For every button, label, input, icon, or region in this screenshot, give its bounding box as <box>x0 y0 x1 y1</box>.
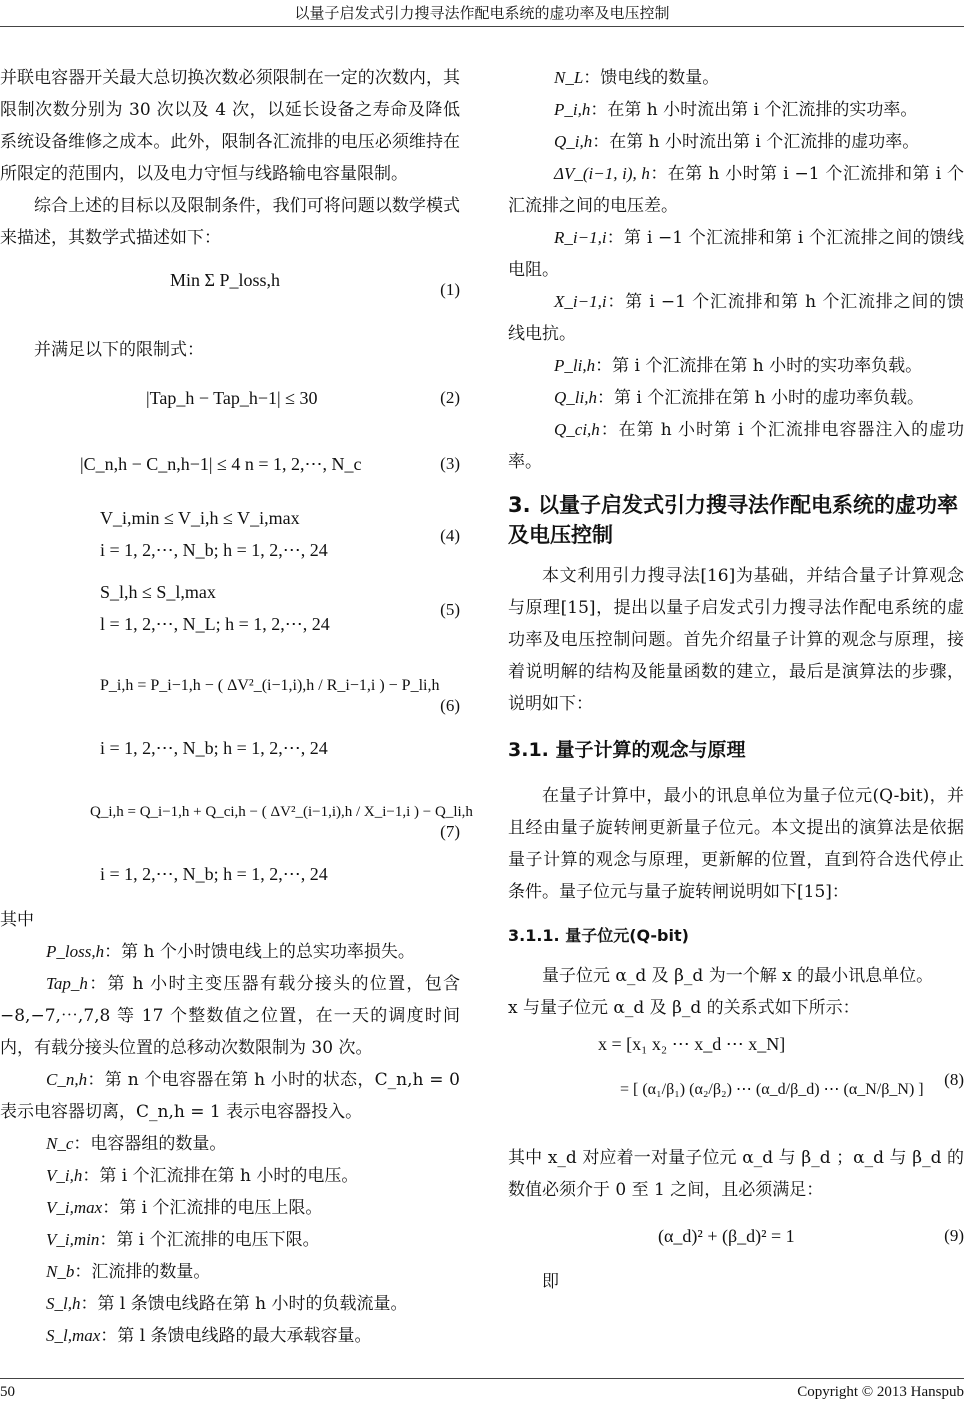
definition-text: ：第 i −1 个汇流排和第 i 个汇流排之间的馈线电阻。 <box>508 228 964 280</box>
definition-text: ：第 n 个电容器在第 h 小时的状态，C_n,h = 0 表示电容器切离，C_n,h = 1 表示电容器投入。 <box>0 1070 460 1122</box>
equation-1-body: Min Σ P_loss,h <box>170 270 281 290</box>
definition-symbol: P_li,h <box>554 356 596 375</box>
left-definition-item <box>0 1192 460 1224</box>
left-definitions-list <box>0 936 460 1352</box>
paragraph-subject-to: 并满足以下的限制式： <box>34 340 204 360</box>
left-definition-item <box>0 1256 460 1288</box>
definition-text: ：第 l 条馈电线路的最大承载容量。 <box>100 1326 372 1346</box>
definition-symbol: N_c <box>46 1134 74 1153</box>
equation-2-body: |Tap_h − Tap_h−1| ≤ 30 <box>146 388 318 408</box>
equation-4 <box>0 502 460 572</box>
equation-3 <box>0 436 460 498</box>
left-definition-item <box>0 936 460 968</box>
equation-6 <box>0 652 460 772</box>
section-3-1-heading: 3.1. 量子计算的观念与原理 <box>508 739 746 761</box>
paragraph-math-model: 综合上述的目标以及限制条件，我们可将问题以数学模式来描述，其数学式描述如下： <box>0 196 460 248</box>
right-definition-item <box>508 382 964 414</box>
equation-5-line-2: l = 1, 2,⋯, N_L; h = 1, 2,⋯, 24 <box>100 614 330 634</box>
section-3-paragraph: 本文利用引力搜寻法[16]为基础，并结合量子计算观念与原理[15]，提出以量子启发式引力搜寻法作配电系统的虚功率及电压控制问题。首先介绍量子计算的观念与原理，接着说明解的结构及能量函数的建立，最后是演算法的步骤，说明如下： <box>508 566 964 714</box>
equation-5-number: (5) <box>440 600 460 619</box>
section-3-1-1-heading: 3.1.1. 量子位元(Q-bit) <box>508 926 689 945</box>
right-definition-item <box>508 62 964 94</box>
definition-text: ：汇流排的数量。 <box>74 1262 211 1282</box>
equation-5-line-1: S_l,h ≤ S_l,max <box>100 582 216 602</box>
section-3-number: 3. <box>508 493 531 517</box>
definition-symbol: V_i,max <box>46 1198 103 1217</box>
page-number: 50 <box>0 1384 15 1400</box>
definition-text: ：第 h 个小时馈电线上的总实功率损失。 <box>104 942 415 962</box>
definition-text: ：第 i −1 个汇流排和第 h 个汇流排之间的馈线电抗。 <box>508 292 964 344</box>
definition-text: ：第 i 个汇流排的电压上限。 <box>102 1198 323 1218</box>
definition-text: ：馈电线的数量。 <box>583 68 720 88</box>
left-definition-item <box>0 1160 460 1192</box>
definition-text: ：在第 h 小时流出第 i 个汇流排的实功率。 <box>590 100 918 120</box>
definition-text: ：第 i 个汇流排的电压下限。 <box>99 1230 320 1250</box>
left-definition-item <box>0 1128 460 1160</box>
equation-1-number: (1) <box>440 280 460 299</box>
equation-4-line-1: V_i,min ≤ V_i,h ≤ V_i,max <box>100 508 300 528</box>
equation-3-body: |C_n,h − C_n,h−1| ≤ 4 n = 1, 2,⋯, N_c <box>80 454 362 474</box>
equation-4-number: (4) <box>440 526 460 545</box>
equation-9-number: (9) <box>944 1226 964 1245</box>
left-definition-item <box>0 968 460 1064</box>
definition-symbol: N_L <box>554 68 584 87</box>
definition-text: ：第 i 个汇流排在第 h 小时的实功率负载。 <box>595 356 923 376</box>
definition-symbol: R_i−1,i <box>554 228 607 247</box>
right-definition-item <box>508 222 964 286</box>
equation-7-line-2: i = 1, 2,⋯, N_b; h = 1, 2,⋯, 24 <box>100 864 328 884</box>
equation-8-line-2: = [ (α₁/β₁) (α₂/β₂) ⋯ (α_d/β_d) ⋯ (α_N/β_N) ] <box>620 1081 924 1098</box>
definition-symbol: S_l,h <box>46 1294 81 1313</box>
right-column <box>508 62 964 1298</box>
where-label: 其中 <box>0 910 34 930</box>
definition-text: ：第 h 小时主变压器有载分接头的位置，包含−8,−7,⋯,7,8 等 17 个整数值之位置，在一天的调度时间内，有载分接头位置的总移动次数限制为 30 次。 <box>0 974 460 1058</box>
left-definition-item <box>0 1224 460 1256</box>
right-definition-item <box>508 126 964 158</box>
ji-label: 即 <box>542 1272 559 1292</box>
definition-symbol: V_i,h <box>46 1166 83 1185</box>
definition-symbol: V_i,min <box>46 1230 100 1249</box>
equation-2-number: (2) <box>440 388 460 407</box>
right-definitions-list <box>508 62 964 478</box>
left-definition-item <box>0 1064 460 1128</box>
definition-symbol: P_loss,h <box>46 942 105 961</box>
equation-7-line-1: Q_i,h = Q_i−1,h + Q_ci,h − ( ΔV²_(i−1,i),h / X_i−1,i ) − Q_li,h <box>90 804 473 820</box>
right-definition-item <box>508 414 964 478</box>
definition-symbol: C_n,h <box>46 1070 88 1089</box>
equation-7 <box>0 776 473 900</box>
section-3-heading <box>508 490 964 550</box>
definition-text: ：电容器组的数量。 <box>73 1134 227 1154</box>
equation-7-number: (7) <box>440 822 460 841</box>
definition-text: ：在第 h 小时第 i −1 个汇流排和第 i 个汇流排之间的电压差。 <box>508 164 964 216</box>
equation-2 <box>0 370 460 432</box>
equation-4-line-2: i = 1, 2,⋯, N_b; h = 1, 2,⋯, 24 <box>100 540 328 560</box>
left-column <box>0 62 473 1352</box>
definition-text: ：第 i 个汇流排在第 h 小时的虚功率负载。 <box>596 388 924 408</box>
right-definition-item <box>508 286 964 350</box>
copyright: Copyright © 2013 Hanspub <box>797 1384 964 1400</box>
section-3-1-1-paragraph-2: x 与量子位元 α_d 及 β_d 的关系式如下所示： <box>508 998 860 1018</box>
equation-8-number: (8) <box>944 1070 964 1089</box>
equation-9-body: (α_d)² + (β_d)² = 1 <box>658 1226 795 1246</box>
section-3-1-1-paragraph-1: 量子位元 α_d 及 β_d 为一个解 x 的最小讯息单位。 <box>542 966 934 986</box>
running-header: 以量子启发式引力搜寻法作配电系统的虚功率及电压控制 <box>294 4 670 22</box>
equation-6-number: (6) <box>440 696 460 715</box>
equation-6-line-2: i = 1, 2,⋯, N_b; h = 1, 2,⋯, 24 <box>100 738 328 758</box>
definition-symbol: Q_li,h <box>554 388 597 407</box>
definition-text: ：在第 h 小时第 i 个汇流排电容器注入的虚功率。 <box>508 420 964 472</box>
definition-symbol: X_i−1,i <box>554 292 607 311</box>
definition-symbol: P_i,h <box>554 100 591 119</box>
equation-6-line-1: P_i,h = P_i−1,h − ( ΔV²_(i−1,i),h / R_i−1,i ) − P_li,h <box>100 677 440 694</box>
definition-text: ：第 l 条馈电线路在第 h 小时的负载流量。 <box>80 1294 408 1314</box>
header-rule <box>0 26 964 27</box>
right-definition-item <box>508 94 964 126</box>
definition-text: ：第 i 个汇流排在第 h 小时的电压。 <box>82 1166 359 1186</box>
equation-3-number: (3) <box>440 454 460 473</box>
definition-symbol: ΔV_(i−1, i), h <box>554 164 650 183</box>
equation-1 <box>0 258 460 330</box>
definition-symbol: Tap_h <box>46 974 88 993</box>
equation-9 <box>508 1210 964 1262</box>
section-3-1-1-paragraph-3: 其中 x_d 对应着一对量子位元 α_d 与 β_d ；α_d 与 β_d 的数值必须介于 0 至 1 之间，且必须满足： <box>508 1148 964 1200</box>
equation-5 <box>0 576 460 648</box>
left-definition-item <box>0 1288 460 1320</box>
right-definition-item <box>508 158 964 222</box>
definition-symbol: Q_i,h <box>554 132 593 151</box>
section-3-title: 以量子启发式引力搜寻法作配电系统的虚功率及电压控制 <box>508 493 958 547</box>
right-definition-item <box>508 350 964 382</box>
definition-text: ：在第 h 小时流出第 i 个汇流排的虚功率。 <box>592 132 920 152</box>
definition-symbol: S_l,max <box>46 1326 101 1345</box>
definition-symbol: N_b <box>46 1262 75 1281</box>
paragraph-constraints-intro: 并联电容器开关最大总切换次数必须限制在一定的次数内，其限制次数分别为 30 次以及 4 次，以延长设备之寿命及降低系统设备维修之成本。此外，限制各汇流排的电压必须维持在所限定的范围内，以及电力守恒与线路输电容量限制。 <box>0 68 460 184</box>
equation-8-line-1: x = [x₁ x₂ ⋯ x_d ⋯ x_N] <box>598 1034 786 1054</box>
equation-8 <box>508 1028 964 1138</box>
footer-rule <box>0 1378 964 1379</box>
left-definition-item <box>0 1320 460 1352</box>
definition-symbol: Q_ci,h <box>554 420 600 439</box>
section-3-1-paragraph: 在量子计算中，最小的讯息单位为量子位元(Q-bit)，并且经由量子旋转闸更新量子位元。本文提出的演算法是依据量子计算的观念与原理，更新解的位置，直到符合迭代停止条件。量子位元与量子旋转闸说明如下[15]： <box>508 786 964 902</box>
